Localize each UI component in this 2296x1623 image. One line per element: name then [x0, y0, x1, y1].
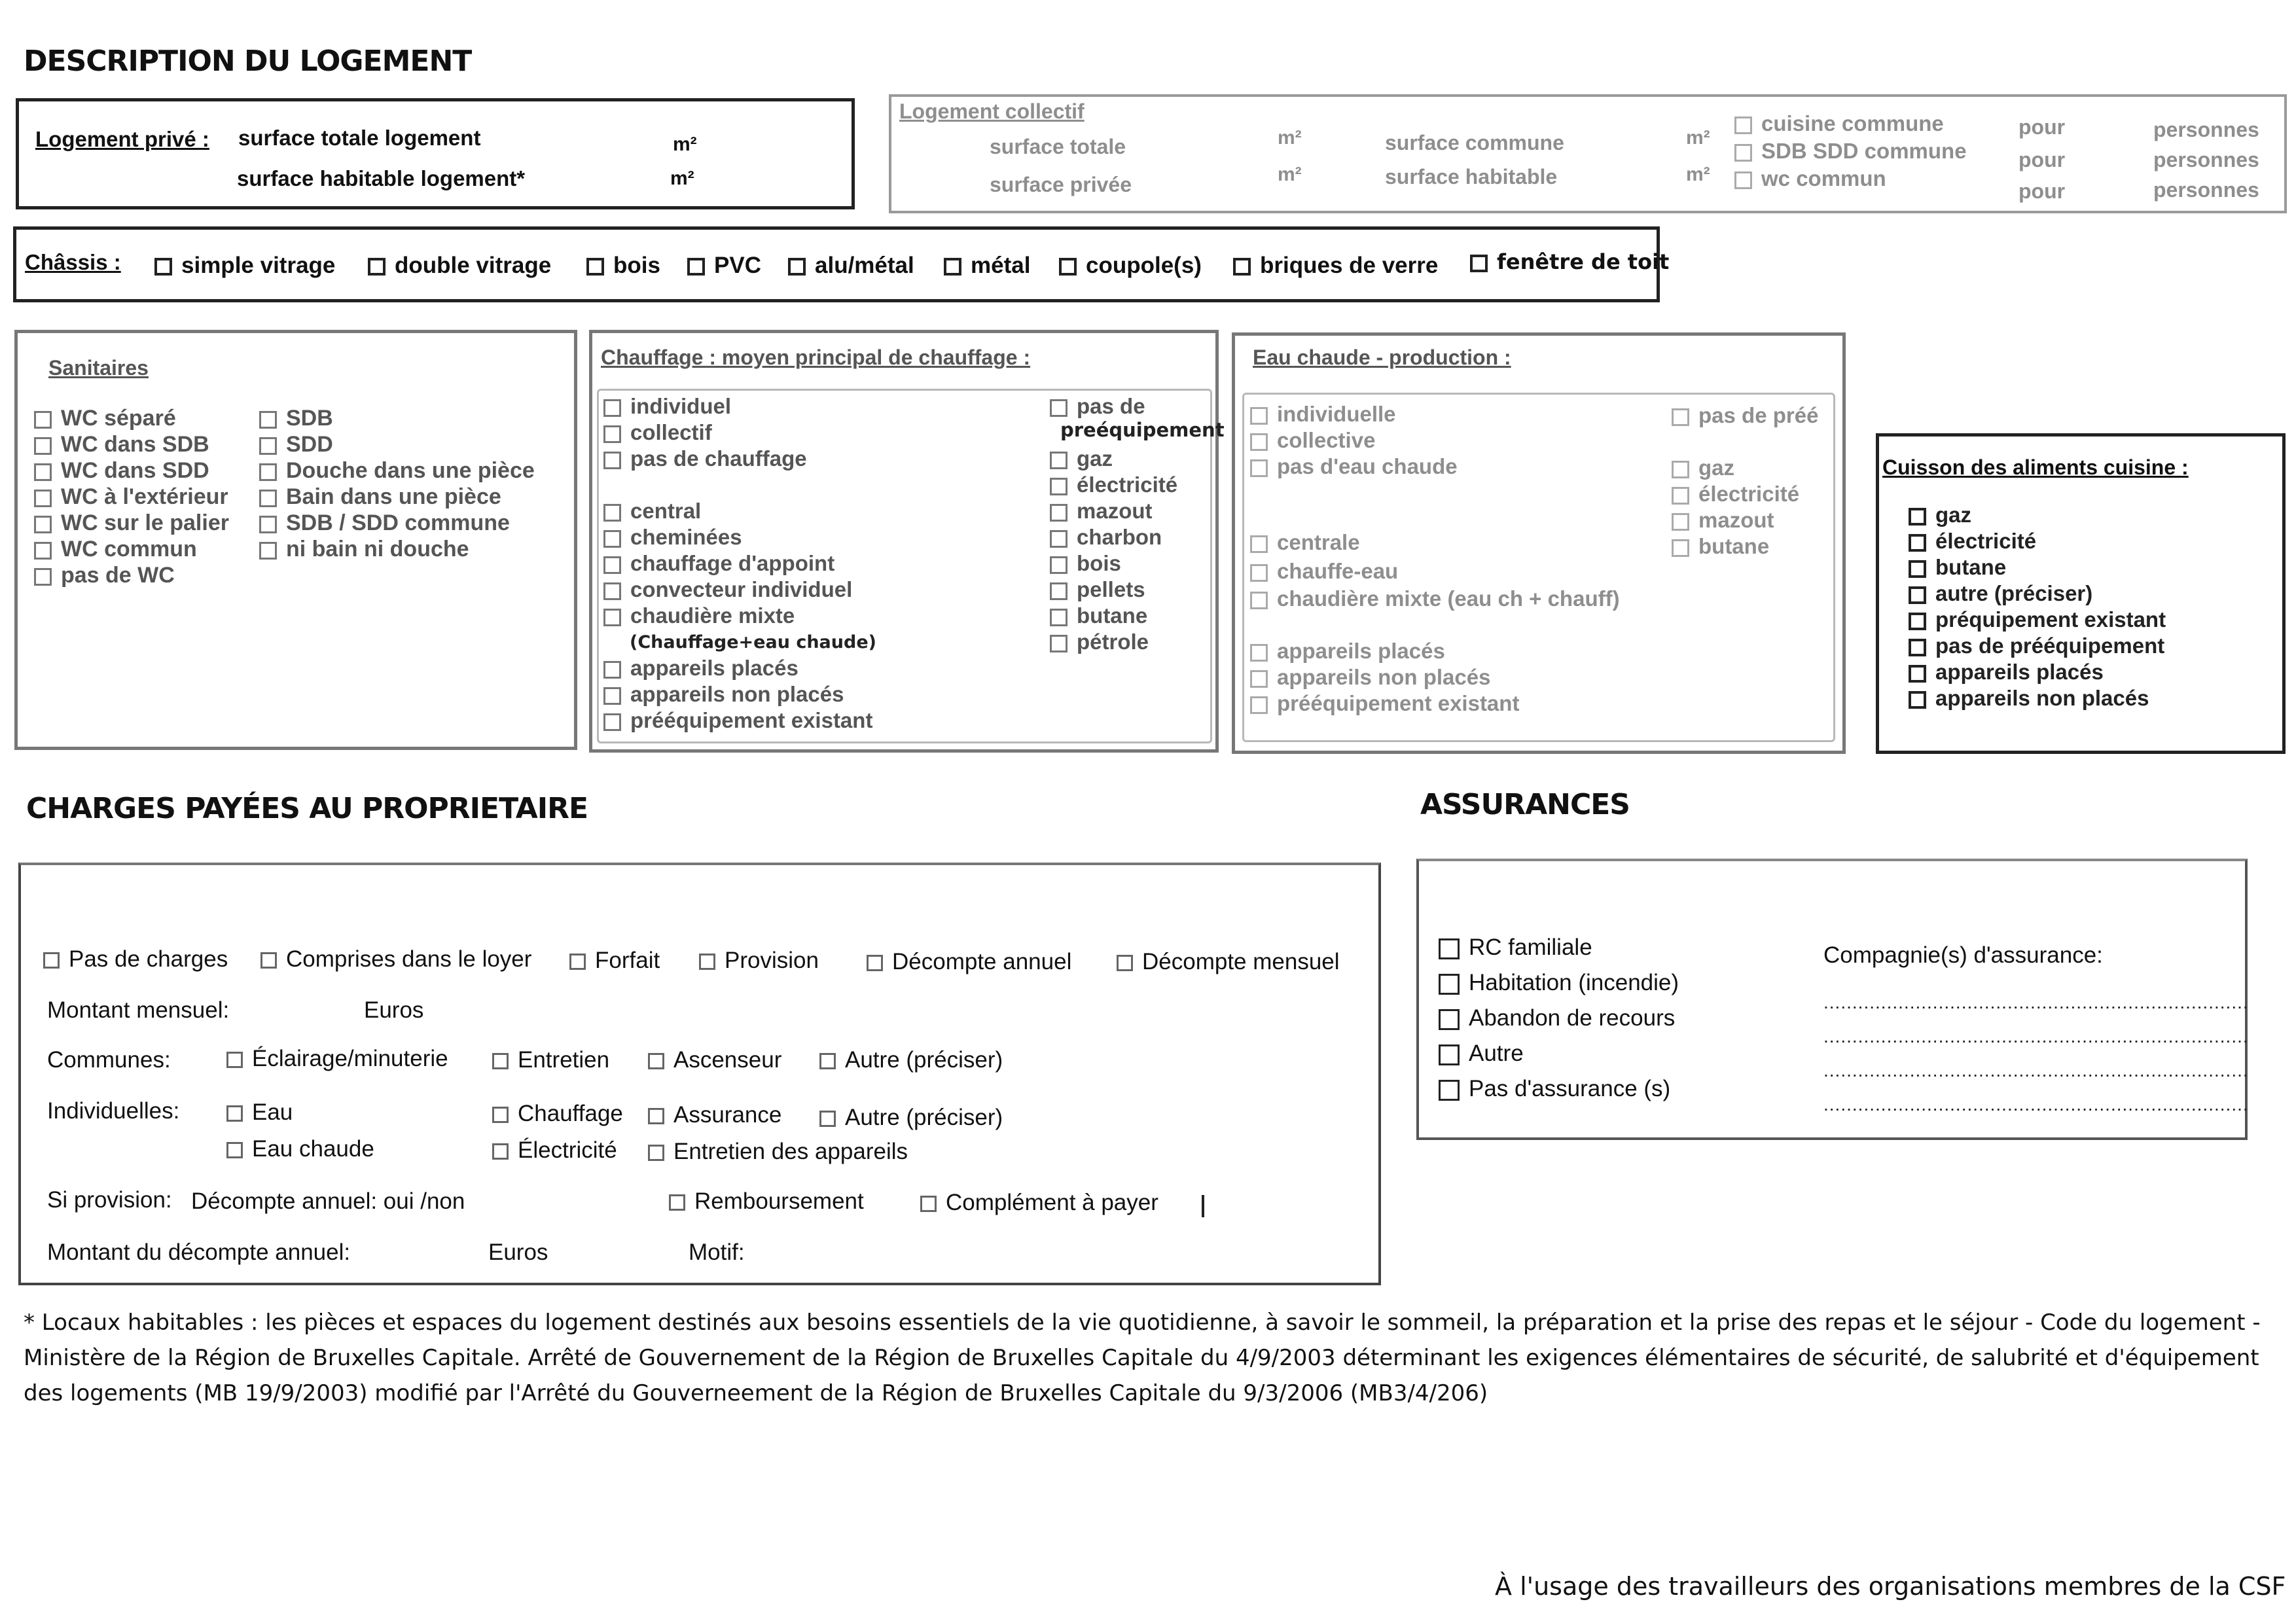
- assurances-title: ASSURANCES: [1420, 788, 1630, 821]
- individuelles-opt[interactable]: Entretien des appareils: [648, 1140, 908, 1163]
- chassis-opt-metal[interactable]: métal: [944, 254, 1030, 277]
- sanitaires-opt[interactable]: SDB / SDD commune: [259, 512, 510, 534]
- checkbox[interactable]: [1470, 255, 1488, 272]
- checkbox[interactable]: [1050, 399, 1067, 417]
- checkbox[interactable]: [259, 411, 277, 429]
- checkbox[interactable]: [603, 556, 621, 574]
- checkbox[interactable]: [1050, 582, 1067, 600]
- checkbox[interactable]: [259, 437, 277, 455]
- individuelles-opt[interactable]: Eau: [226, 1101, 293, 1124]
- cuisson-label: Cuisson des aliments cuisine :: [1882, 455, 2189, 479]
- checkbox[interactable]: [43, 952, 60, 969]
- decompte-annuel-oui-non: Décompte annuel: oui /non: [191, 1188, 465, 1214]
- eau-chaude-opt[interactable]: électricité: [1672, 483, 1799, 505]
- montant-decompte-label: Montant du décompte annuel:: [47, 1240, 351, 1265]
- checkbox[interactable]: [368, 258, 386, 276]
- chaudiere-note: (Chauffage+eau chaude): [630, 632, 876, 652]
- chassis-opt-simple[interactable]: simple vitrage: [154, 254, 335, 277]
- eau-chaude-opt[interactable]: centrale: [1250, 531, 1360, 553]
- individuelles-opt[interactable]: Électricité: [492, 1139, 617, 1162]
- pour-2: pour: [2018, 148, 2066, 171]
- checkbox[interactable]: [492, 1143, 509, 1160]
- checkbox[interactable]: [259, 516, 277, 533]
- eau-chaude-opt[interactable]: collective: [1250, 429, 1375, 451]
- checkbox[interactable]: [1672, 539, 1689, 557]
- individuelles-opt[interactable]: Chauffage: [492, 1102, 623, 1125]
- individuelles-opt[interactable]: Autre (préciser): [819, 1106, 1003, 1129]
- checkbox[interactable]: [34, 490, 52, 507]
- checkbox[interactable]: [259, 542, 277, 560]
- checkbox[interactable]: [1909, 613, 1926, 630]
- eau-chaude-opt[interactable]: butane: [1672, 535, 1769, 557]
- prive-label: Logement privé :: [35, 127, 209, 151]
- checkbox[interactable]: [603, 661, 621, 679]
- remboursement-opt[interactable]: Remboursement: [669, 1190, 864, 1213]
- checkbox[interactable]: [1250, 670, 1268, 688]
- personnes-2: personnes: [2153, 148, 2259, 171]
- checkbox[interactable]: [699, 954, 715, 970]
- chauffage-opt[interactable]: pellets: [1050, 579, 1145, 600]
- chassis-opt-coupole[interactable]: coupole(s): [1059, 254, 1202, 277]
- checkbox[interactable]: [687, 258, 705, 276]
- compagnie-line-3[interactable]: ..........................................................................: [1823, 1060, 2249, 1080]
- checkbox[interactable]: [226, 1142, 243, 1158]
- eau-chaude-opt[interactable]: individuelle: [1250, 403, 1396, 425]
- chauffage-opt[interactable]: pétrole: [1050, 631, 1149, 652]
- chauffage-opt[interactable]: cheminées: [603, 526, 742, 548]
- checkbox[interactable]: [226, 1105, 243, 1122]
- chassis-opt-alu[interactable]: alu/métal: [788, 254, 914, 277]
- usage-note: À l'usage des travailleurs des organisations membres de la CSF: [1495, 1572, 2286, 1601]
- checkbox[interactable]: [1250, 459, 1268, 477]
- chauffage-opt-pas-de[interactable]: pas de: [1050, 395, 1145, 417]
- checkbox[interactable]: [1050, 556, 1067, 574]
- checkbox[interactable]: [1250, 564, 1268, 582]
- checkbox[interactable]: [260, 952, 277, 969]
- footnote: * Locaux habitables : les pièces et espaces du logement destinés aux besoins essentiels de la vie quotidienne, à savoir le sommeil, la préparation et la prise des repas et le séjour - Code du logement - Ministère de la Région de Bruxelles Capitale. Arrêté de Gouvernement de la Région de Bruxelles Capitale du 4/9/2003 déterminant les exigences élémentaires de sécurité, de salubrité et d'équipement des logements (MB 19/9/2003) modifié par l'Arrêté du Gouverneement de la Région de Bruxelles Capitale du 9/3/2006 (MB3/4/206): [24, 1310, 2261, 1406]
- logement-prive-box: [16, 98, 855, 209]
- assurance-opt-rc[interactable]: RC familiale: [1439, 936, 1592, 959]
- assurance-opt-autre[interactable]: Autre: [1439, 1042, 1524, 1065]
- checkbox[interactable]: [34, 463, 52, 481]
- surface-habitable-logement-label: surface habitable logement*: [237, 166, 526, 190]
- chassis-opt-bois[interactable]: bois: [586, 254, 660, 277]
- checkbox[interactable]: [34, 437, 52, 455]
- checkbox[interactable]: [259, 490, 277, 507]
- sanitaires-opt[interactable]: SDD: [259, 433, 333, 455]
- cuisson-opt[interactable]: appareils placés: [1909, 661, 2104, 683]
- collectif-surface-habitable-label: surface habitable: [1385, 165, 1558, 188]
- chauffage-opt[interactable]: pas de chauffage: [603, 448, 807, 469]
- prive-unit-1: m²: [673, 134, 697, 155]
- charges-opt-pas-de-charges[interactable]: Pas de charges: [43, 948, 228, 971]
- eau-chaude-opt[interactable]: prééquipement existant: [1250, 692, 1519, 714]
- montant-mensuel-euros: Euros: [364, 997, 424, 1023]
- checkbox[interactable]: [1672, 487, 1689, 505]
- complement-opt[interactable]: Complément à payer: [920, 1191, 1158, 1214]
- individuelles-label: Individuelles:: [47, 1098, 180, 1124]
- prive-unit-2: m²: [670, 168, 694, 189]
- pour-1: pour: [2018, 115, 2066, 139]
- charges-opt-comprises[interactable]: Comprises dans le loyer: [260, 948, 531, 971]
- checkbox[interactable]: [1250, 696, 1268, 714]
- checkbox[interactable]: [867, 955, 883, 971]
- checkbox[interactable]: [669, 1194, 685, 1211]
- communes-opt[interactable]: Entretien: [492, 1048, 609, 1071]
- checkbox[interactable]: [1050, 530, 1067, 548]
- checkbox[interactable]: [1439, 938, 1460, 959]
- checkbox[interactable]: [34, 568, 52, 586]
- eau-chaude-opt[interactable]: pas de préé: [1672, 404, 1818, 426]
- chauffage-opt[interactable]: chaudière mixte: [603, 605, 795, 626]
- cuisson-opt[interactable]: préquipement existant: [1909, 609, 2166, 630]
- checkbox[interactable]: [1439, 974, 1460, 995]
- checkbox[interactable]: [1233, 258, 1251, 276]
- eau-chaude-label: Eau chaude - production :: [1253, 346, 1511, 369]
- checkbox[interactable]: [603, 609, 621, 626]
- eau-chaude-opt[interactable]: chauffe-eau: [1250, 560, 1398, 582]
- checkbox[interactable]: [648, 1053, 664, 1069]
- sanitaires-opt[interactable]: pas de WC: [34, 564, 175, 586]
- collectif-opt-cuisine[interactable]: cuisine commune: [1734, 113, 1944, 134]
- communes-label: Communes:: [47, 1047, 171, 1073]
- chauffage-opt[interactable]: charbon: [1050, 526, 1162, 548]
- sanitaires-opt[interactable]: WC dans SDB: [34, 433, 209, 455]
- checkbox[interactable]: [603, 530, 621, 548]
- personnes-3: personnes: [2153, 178, 2259, 202]
- collectif-surface-commune-label: surface commune: [1385, 131, 1564, 154]
- checkbox[interactable]: [492, 1053, 509, 1069]
- charges-opt-provision[interactable]: Provision: [699, 949, 819, 972]
- checkbox[interactable]: [1250, 592, 1268, 609]
- cuisson-opt[interactable]: pas de prééquipement: [1909, 635, 2164, 656]
- chauffage-opt[interactable]: convecteur individuel: [603, 579, 852, 600]
- chassis-opt-briques[interactable]: briques de verre: [1233, 254, 1438, 277]
- checkbox[interactable]: [1909, 560, 1926, 578]
- checkbox[interactable]: [226, 1052, 243, 1068]
- checkbox[interactable]: [1250, 535, 1268, 553]
- checkbox[interactable]: [603, 582, 621, 600]
- assurance-opt-pas[interactable]: Pas d'assurance (s): [1439, 1077, 1670, 1101]
- checkbox[interactable]: [1909, 665, 1926, 683]
- eau-chaude-opt[interactable]: chaudière mixte (eau ch + chauff): [1250, 588, 1620, 609]
- checkbox[interactable]: [1734, 171, 1752, 189]
- chassis-opt-pvc[interactable]: PVC: [687, 254, 761, 277]
- sanitaires-opt[interactable]: Douche dans une pièce: [259, 459, 535, 482]
- surface-totale-logement-label: surface totale logement: [238, 126, 481, 150]
- checkbox[interactable]: [1117, 955, 1133, 971]
- collectif-unit-1: m²: [1278, 127, 1302, 149]
- collectif-unit-2: m²: [1278, 164, 1302, 185]
- eau-chaude-opt[interactable]: appareils placés: [1250, 640, 1445, 662]
- checkbox[interactable]: [603, 452, 621, 469]
- checkbox[interactable]: [1672, 513, 1689, 531]
- checkbox[interactable]: [1672, 408, 1689, 426]
- checkbox[interactable]: [603, 399, 621, 417]
- assurance-opt-abandon[interactable]: Abandon de recours: [1439, 1007, 1675, 1030]
- checkbox[interactable]: [1734, 116, 1752, 134]
- sanitaires-opt[interactable]: SDB: [259, 407, 333, 429]
- sanitaires-label: Sanitaires: [48, 356, 149, 380]
- si-provision-label: Si provision:: [47, 1187, 172, 1213]
- cuisson-opt[interactable]: autre (préciser): [1909, 582, 2092, 604]
- checkbox[interactable]: [920, 1196, 937, 1212]
- checkbox[interactable]: [603, 504, 621, 522]
- collectif-surface-totale-label: surface totale: [990, 135, 1126, 158]
- chauffage-opt[interactable]: collectif: [603, 421, 712, 443]
- cuisson-opt[interactable]: électricité: [1909, 530, 2036, 552]
- checkbox[interactable]: [1050, 635, 1067, 652]
- collectif-surface-privee-label: surface privée: [990, 173, 1132, 196]
- sanitaires-opt[interactable]: WC commun: [34, 538, 197, 560]
- checkbox[interactable]: [34, 516, 52, 533]
- cuisson-opt[interactable]: gaz: [1909, 504, 1971, 526]
- checkbox[interactable]: [1909, 691, 1926, 709]
- communes-opt[interactable]: Éclairage/minuterie: [226, 1047, 448, 1070]
- collectif-opt-wc[interactable]: wc commun: [1734, 168, 1886, 189]
- checkbox[interactable]: [492, 1107, 509, 1123]
- checkbox[interactable]: [603, 687, 621, 705]
- checkbox[interactable]: [1909, 534, 1926, 552]
- page-title: DESCRIPTION DU LOGEMENT: [24, 45, 472, 78]
- checkbox[interactable]: [154, 258, 172, 276]
- checkbox[interactable]: [259, 463, 277, 481]
- chauffage-opt[interactable]: central: [603, 500, 701, 522]
- chassis-label: Châssis :: [25, 250, 121, 274]
- personnes-1: personnes: [2153, 118, 2259, 141]
- compagnie-line-2[interactable]: ..........................................................................: [1823, 1026, 2249, 1046]
- chauffage-opt[interactable]: individuel: [603, 395, 731, 417]
- collectif-label: Logement collectif: [899, 99, 1085, 123]
- chassis-opt-double[interactable]: double vitrage: [368, 254, 551, 277]
- checkbox[interactable]: [603, 713, 621, 731]
- sanitaires-opt[interactable]: WC à l'extérieur: [34, 486, 228, 508]
- checkbox[interactable]: [1909, 639, 1926, 656]
- checkbox[interactable]: [1050, 504, 1067, 522]
- motif-label: Motif:: [689, 1240, 745, 1265]
- collectif-opt-sdb[interactable]: SDB SDD commune: [1734, 140, 1967, 162]
- chauffage-opt[interactable]: appareils non placés: [603, 683, 844, 705]
- checkbox[interactable]: [1050, 452, 1067, 469]
- checkbox[interactable]: [1439, 1080, 1460, 1101]
- sanitaires-opt[interactable]: WC sur le palier: [34, 512, 229, 534]
- chauffage-opt[interactable]: gaz: [1050, 448, 1113, 469]
- chauffage-opt[interactable]: prééquipement existant: [603, 709, 872, 731]
- chauffage-opt[interactable]: butane: [1050, 605, 1147, 626]
- collectif-unit-4: m²: [1686, 164, 1710, 185]
- checkbox[interactable]: [1050, 478, 1067, 495]
- eau-chaude-opt[interactable]: mazout: [1672, 509, 1774, 531]
- collectif-unit-3: m²: [1686, 127, 1710, 149]
- charges-opt-decompte-mensuel[interactable]: Décompte mensuel: [1117, 950, 1340, 973]
- checkbox[interactable]: [1439, 1044, 1460, 1065]
- checkbox[interactable]: [648, 1108, 664, 1124]
- sanitaires-opt[interactable]: Bain dans une pièce: [259, 486, 501, 508]
- chauffage-opt[interactable]: bois: [1050, 552, 1121, 574]
- assurance-opt-habitation[interactable]: Habitation (incendie): [1439, 971, 1679, 995]
- compagnie-label: Compagnie(s) d'assurance:: [1823, 942, 2103, 968]
- checkbox[interactable]: [1050, 609, 1067, 626]
- checkbox[interactable]: [1250, 644, 1268, 662]
- checkbox[interactable]: [819, 1053, 836, 1069]
- checkbox[interactable]: [788, 258, 806, 276]
- compagnie-line-4[interactable]: ..........................................................................: [1823, 1094, 2249, 1115]
- checkbox[interactable]: [1059, 258, 1077, 276]
- individuelles-opt[interactable]: Assurance: [648, 1103, 781, 1126]
- checkbox[interactable]: [819, 1111, 836, 1127]
- chassis-opt-fenetre[interactable]: fenêtre de toit: [1470, 251, 1669, 272]
- charges-opt-decompte-annuel[interactable]: Décompte annuel: [867, 950, 1071, 973]
- chauffage-opt[interactable]: appareils placés: [603, 657, 798, 679]
- checkbox[interactable]: [34, 542, 52, 560]
- individuelles-opt[interactable]: Eau chaude: [226, 1137, 374, 1160]
- chauffage-opt[interactable]: électricité: [1050, 474, 1177, 495]
- checkbox[interactable]: [1909, 586, 1926, 604]
- charges-box: [18, 863, 1381, 1285]
- cuisson-opt[interactable]: appareils non placés: [1909, 687, 2149, 709]
- communes-opt[interactable]: Autre (préciser): [819, 1048, 1003, 1071]
- chauffage-opt[interactable]: mazout: [1050, 500, 1153, 522]
- pour-3: pour: [2018, 179, 2066, 203]
- checkbox[interactable]: [944, 258, 961, 276]
- montant-mensuel-label: Montant mensuel:: [47, 997, 230, 1023]
- checkbox[interactable]: [1250, 433, 1268, 451]
- compagnie-line-1[interactable]: ..........................................................................: [1823, 992, 2249, 1012]
- checkbox[interactable]: [586, 258, 604, 276]
- checkbox[interactable]: [1439, 1009, 1460, 1030]
- communes-opt[interactable]: Ascenseur: [648, 1048, 781, 1071]
- eau-chaude-opt[interactable]: gaz: [1672, 457, 1734, 478]
- checkbox[interactable]: [34, 411, 52, 429]
- checkbox[interactable]: [603, 425, 621, 443]
- charges-title: CHARGES PAYÉES AU PROPRIETAIRE: [26, 792, 588, 825]
- checkbox[interactable]: [1909, 508, 1926, 526]
- checkbox[interactable]: [1250, 407, 1268, 425]
- chauffage-opt[interactable]: chauffage d'appoint: [603, 552, 834, 574]
- checkbox[interactable]: [648, 1145, 664, 1161]
- sanitaires-opt[interactable]: WC séparé: [34, 407, 176, 429]
- chauffage-label: Chauffage : moyen principal de chauffage :: [601, 346, 1031, 369]
- checkbox[interactable]: [1734, 144, 1752, 162]
- eau-chaude-opt[interactable]: pas d'eau chaude: [1250, 455, 1458, 477]
- checkbox[interactable]: [1672, 461, 1689, 478]
- charges-opt-forfait[interactable]: Forfait: [569, 949, 660, 972]
- eau-chaude-opt[interactable]: appareils non placés: [1250, 666, 1490, 688]
- montant-decompte-euros: Euros: [488, 1240, 548, 1265]
- text-cursor: [1202, 1195, 1204, 1217]
- preequipement-label: preéquipement: [1060, 419, 1225, 441]
- cuisson-opt[interactable]: butane: [1909, 556, 2006, 578]
- checkbox[interactable]: [569, 954, 586, 970]
- sanitaires-opt[interactable]: ni bain ni douche: [259, 538, 469, 560]
- sanitaires-opt[interactable]: WC dans SDD: [34, 459, 209, 482]
